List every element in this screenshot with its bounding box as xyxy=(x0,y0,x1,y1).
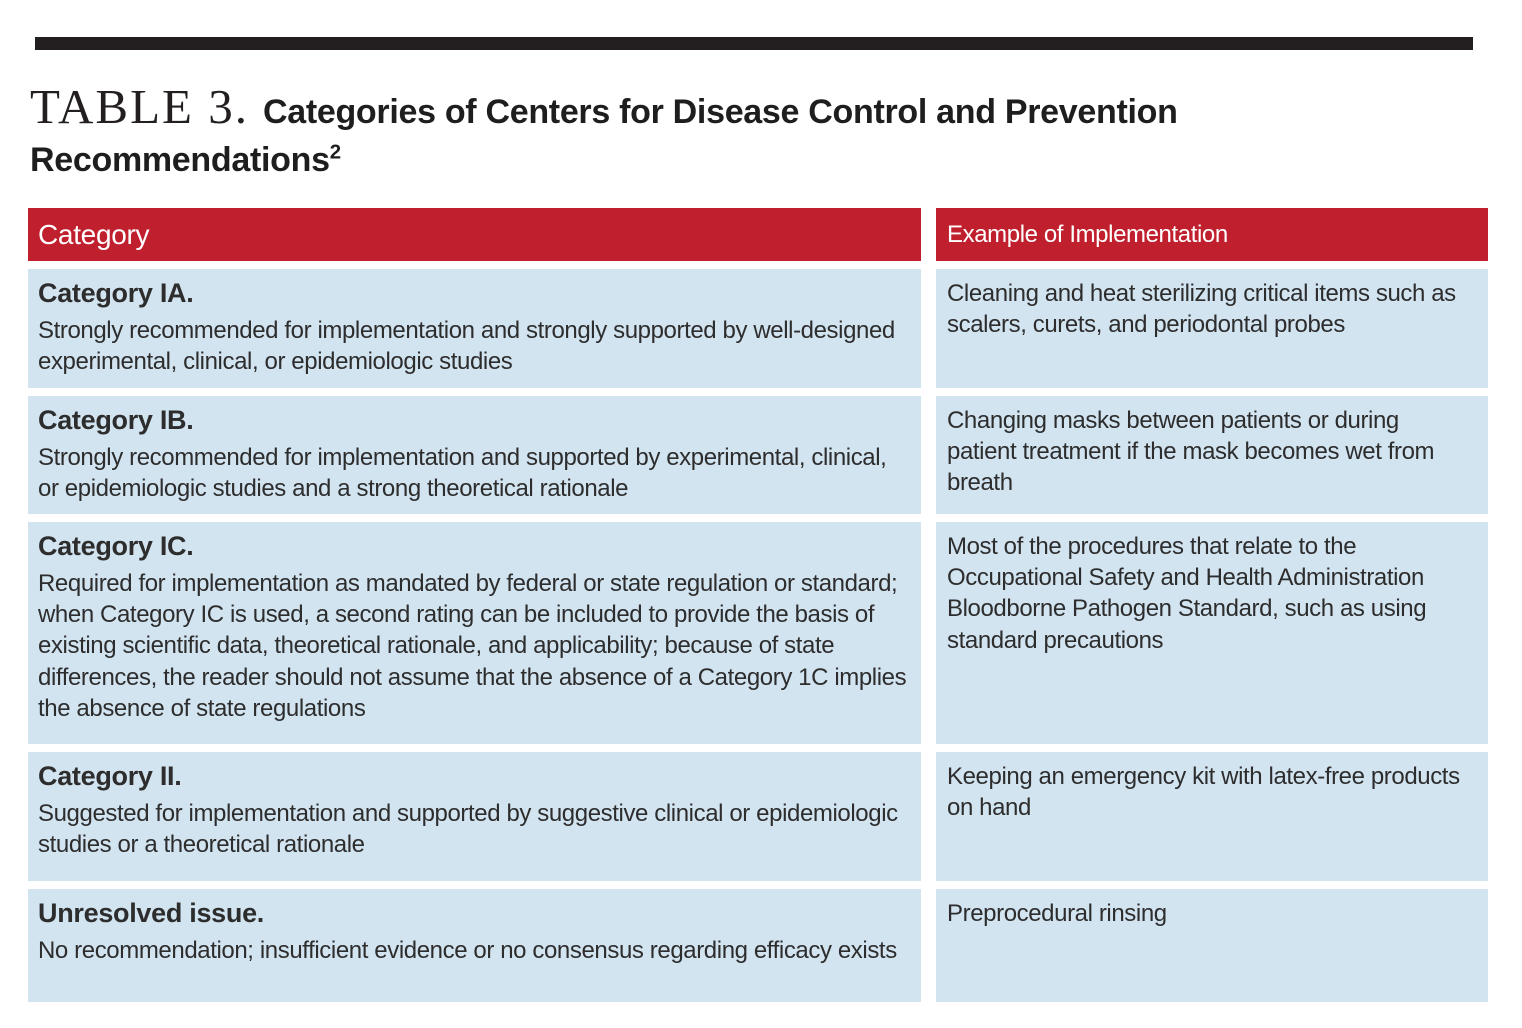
table-row xyxy=(28,396,1488,514)
example-cell: Keeping an emergency kit with latex-free products on hand xyxy=(936,752,1488,881)
category-title: Unresolved issue. xyxy=(38,897,264,928)
example-cell: Preprocedural rinsing xyxy=(936,889,1488,1002)
table-row xyxy=(28,889,1488,1002)
category-title: Category IA. xyxy=(38,278,194,309)
category-description: Strongly recommended for implementation and strongly supported by well-designed experimental, clinical, or epidemiologic studies xyxy=(38,317,895,376)
category-cell xyxy=(28,396,921,514)
category-title: Category II. xyxy=(38,760,182,791)
column-header-example: Example of Implementation xyxy=(936,208,1488,261)
table-row xyxy=(28,522,1488,744)
category-title: Category IB. xyxy=(38,404,194,435)
category-cell xyxy=(28,269,921,387)
category-title: Category IC. xyxy=(38,530,194,561)
category-description: Suggested for implementation and supported by suggestive clinical or epidemiologic studies or a theoretical rationale xyxy=(38,799,898,859)
category-cell xyxy=(28,752,921,881)
table-number: TABLE 3. xyxy=(30,79,249,134)
category-description: Required for implementation as mandated by federal or state regulation or standard; when Category IC is used, a second rating can be included to provide the basis of existing scientific data, theoretical rationale, and applicability; because of state differences, the reader should not assume that the absence of a Category 1C implies the absence of state regulations xyxy=(38,569,907,722)
table-row xyxy=(28,752,1488,881)
category-description: No recommendation; insufficient evidence or no consensus regarding efficacy exists xyxy=(38,936,897,964)
category-cell xyxy=(28,522,921,744)
example-cell: Changing masks between patients or during patient treatment if the mask becomes wet from breath xyxy=(936,396,1488,514)
category-description: Strongly recommended for implementation and supported by experimental, clinical, or epidemiologic studies and a strong theoretical rationale xyxy=(38,443,887,502)
top-rule xyxy=(35,37,1473,50)
cdc-categories-table xyxy=(28,208,1488,1002)
table-title xyxy=(30,76,1300,182)
category-cell xyxy=(28,889,921,1002)
example-cell: Most of the procedures that relate to the Occupational Safety and Health Administration Bloodborne Pathogen Standard, such as using standard precautions xyxy=(936,522,1488,744)
example-cell: Cleaning and heat sterilizing critical items such as scalers, curets, and periodontal probes xyxy=(936,269,1488,387)
column-header-category: Category xyxy=(28,208,921,261)
title-text-main: Categories of Centers for Disease Control and Prevention Recommendations xyxy=(30,93,1178,179)
title-superscript: 2 xyxy=(329,141,341,164)
page xyxy=(0,37,1522,1028)
table-row xyxy=(28,269,1488,387)
table-header-row xyxy=(28,208,1488,261)
